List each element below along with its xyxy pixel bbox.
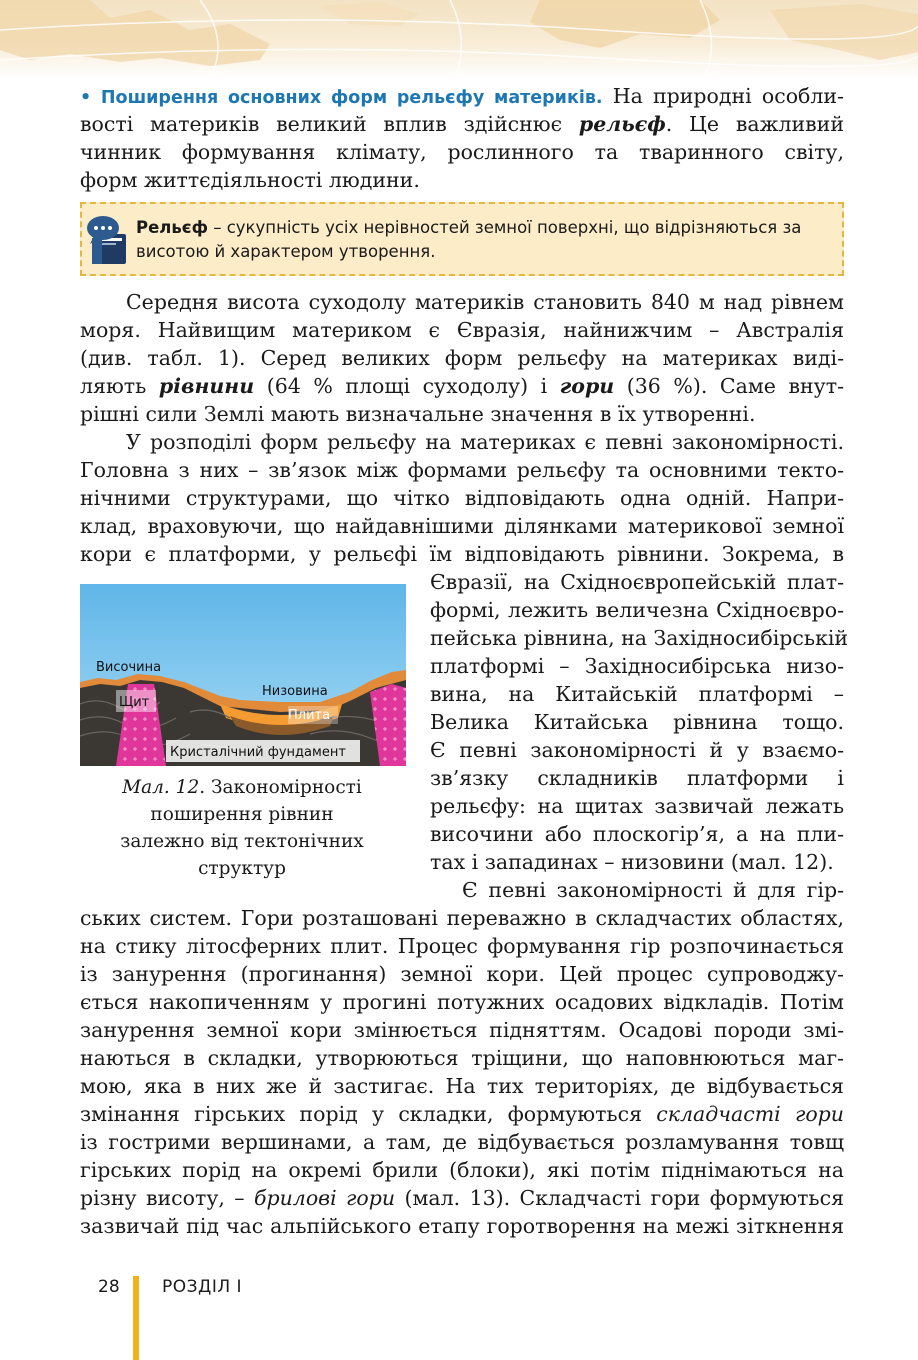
intro-line-1 bbox=[80, 82, 844, 110]
definition-text bbox=[136, 216, 836, 264]
intro-text: На природні особли- bbox=[612, 84, 844, 108]
label-highland: Височина bbox=[96, 660, 162, 675]
para1-line-5: рішні сили Землі мають визначальне значення в їх утворенні. bbox=[80, 402, 756, 426]
para1-line-3: (див. табл. 1). Серед великих форм рельєфу на материках виді- bbox=[80, 346, 844, 370]
para1-line-1: Середня висота суходолу материків становить 840 м над рівнем bbox=[126, 290, 844, 314]
definition-term: Рельєф bbox=[136, 218, 208, 237]
section-heading: • Поширення основних форм рельєфу материків. bbox=[80, 88, 603, 108]
term-mountains: гори bbox=[559, 374, 615, 398]
para3-line-6: занурення земної кори змінюється підняттям. Осадові породи змі- bbox=[80, 1018, 844, 1042]
header-map-banner bbox=[0, 0, 918, 78]
para2-line-5: кори є платформи, у рельєфі їм відповідають рівнини. Зокрема, в bbox=[80, 542, 844, 566]
para3-line-2: ських систем. Гори розташовані переважно в складчастих областях, bbox=[80, 906, 844, 930]
para3-line-8: мою, яка в них же й застигає. На тих територіях, де відбувається bbox=[80, 1074, 844, 1098]
book-chat-icon bbox=[84, 212, 130, 272]
term-plains: рівнини bbox=[158, 374, 255, 398]
para3-line-9 bbox=[80, 1100, 844, 1128]
term-block-mountains: брилові гори bbox=[253, 1186, 396, 1210]
caption-line-1 bbox=[92, 774, 392, 801]
para3-line-11: гірських порід на окремі брили (блоки), які потім піднімаються на bbox=[80, 1158, 844, 1182]
para3-line-13: зазвичай під час альпійського етапу горотворення на межі зіткнення bbox=[80, 1214, 844, 1238]
para2-col-line-11: тах і западинах – низовини (мал. 12). bbox=[430, 850, 834, 874]
para3-line-10: із гострими вершинами, а там, де відбувається розламування товщ bbox=[80, 1130, 844, 1154]
label-basement: Кристалічний фундамент bbox=[170, 745, 346, 760]
caption-text: . Закономірності bbox=[199, 777, 362, 798]
para3-line-4: із занурення (прогинання) земної кори. Цей процес супроводжу- bbox=[80, 962, 844, 986]
intro-text: . Це важливий bbox=[665, 112, 845, 136]
para2-line-2: Головна з них – зв’язок між формами рельєфу та основними текто- bbox=[80, 458, 844, 482]
para2-col-line-2: формі, лежить величезна Східноєвро- bbox=[430, 598, 844, 622]
definition-body: – сукупність усіх нерівностей земної поверхні, що відрізняються за висотою й характером утворення. bbox=[136, 218, 802, 261]
para2-col-line-5: вина, на Китайській платформі – bbox=[430, 682, 844, 706]
para3-text: змінання гірських порід у складки, формуються bbox=[80, 1102, 657, 1126]
para2-col-line-3: пейська рівнина, на Західносибірській bbox=[430, 626, 849, 650]
term-folded-mountains: складчасті гори bbox=[656, 1102, 844, 1126]
para2-line-4: клад, враховуючи, що найдавнішими ділянками материкової земної bbox=[80, 514, 844, 538]
para3-line-7: наються в складки, утворюються тріщини, що наповнюються маг- bbox=[80, 1046, 844, 1070]
intro-line-3: чинник формування клімату, рослинного та тваринного світу, bbox=[80, 140, 844, 164]
para2-col-line-10: височини або плоскогір’я, а на пли- bbox=[430, 822, 844, 846]
para1-text: ляють bbox=[80, 374, 159, 398]
figure-caption bbox=[92, 774, 392, 882]
para1-line-2: моря. Найвищим материком є Євразія, найнижчим – Австралія bbox=[80, 318, 844, 342]
para2-col-line-7: Є певні закономірності й у взаємо- bbox=[430, 738, 844, 762]
label-lowland: Низовина bbox=[262, 684, 328, 699]
label-plate: Плита bbox=[288, 708, 331, 723]
caption-line-3: залежно від тектонічних bbox=[120, 831, 364, 852]
para2-col-line-1: Євразії, на Східноєвропейській плат- bbox=[430, 570, 844, 594]
para2-line-1: У розподілі форм рельєфу на материках є певні закономірності. bbox=[126, 430, 844, 454]
intro-line-4: форм життєдіяльності людини. bbox=[80, 168, 420, 192]
para2-col-line-8: зв’язку складників платформи і bbox=[430, 766, 844, 790]
footer-accent-bar bbox=[133, 1276, 139, 1360]
intro-text: вості материків великий вплив здійснює bbox=[80, 112, 579, 136]
definition-box bbox=[80, 202, 844, 276]
para3-line-3: на стику літосферних плит. Процес формування гір розпочинається bbox=[80, 934, 844, 958]
para3-line-5: ється накопиченням у прогині потужних осадових відкладів. Потім bbox=[80, 990, 844, 1014]
para2-col-line-4: платформі – Західносибірська низо- bbox=[430, 654, 844, 678]
intro-line-2 bbox=[80, 110, 844, 138]
caption-line-2: поширення рівнин bbox=[150, 804, 334, 825]
para3-text: (мал. 13). Складчасті гори формуються bbox=[395, 1186, 844, 1210]
para2-col-line-6: Велика Китайська рівнина тощо. bbox=[430, 710, 844, 734]
caption-number: Мал. 12 bbox=[122, 777, 200, 798]
para3-text: різну висоту, – bbox=[80, 1186, 254, 1210]
para3-line-1: Є певні закономірності й для гір- bbox=[462, 878, 844, 902]
label-shield: Щит bbox=[119, 695, 150, 710]
para1-text: (64 % площі суходолу) і bbox=[254, 374, 560, 398]
para1-text: (36 %). Саме внут- bbox=[614, 374, 844, 398]
para1-line-4 bbox=[80, 372, 844, 400]
caption-line-4: структур bbox=[198, 858, 286, 879]
para2-col-line-9: рельєфу: на щитах зазвичай лежать bbox=[430, 794, 844, 818]
figure-relief-diagram bbox=[80, 584, 406, 766]
page-number: 28 bbox=[98, 1277, 120, 1297]
para2-line-3: нічними структурами, що чітко відповідають одна одній. Напри- bbox=[80, 486, 844, 510]
para3-line-12 bbox=[80, 1184, 844, 1212]
section-label: РОЗДІЛ І bbox=[162, 1277, 243, 1297]
term-relief: рельєф bbox=[578, 112, 666, 136]
